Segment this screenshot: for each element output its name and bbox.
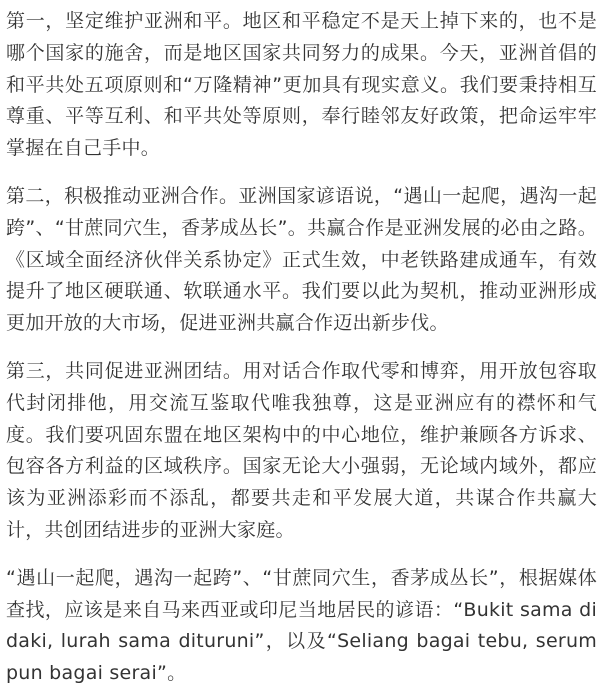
- paragraph-unity: 第三，共同促进亚洲团结。用对话合作取代零和博弈，用开放包容取代封闭排他，用交流互鉴取代唯我独尊，这是亚洲应有的襟怀和气度。我们要巩固东盟在地区架构中的中心地位，维护兼顾各方诉求、包容各方利益的区域秩序。国家无论大小强弱，无论域内域外，都应该为亚洲添彩而不添乱，都要共走和平发展大道，共谋合作共赢大计，共创团结进步的亚洲大家庭。: [6, 359, 597, 541]
- paragraph-proverb-note: “遇山一起爬，遇沟一起跨”、“甘蔗同穴生，香茅成丛长”，根据媒体查找，应该是来自马来西亚或印尼当地居民的谚语：“Bukit sama didaki, lurah sama dituruni”，以及“Seliang bagai tebu, serumpun bagai serai”。: [6, 566, 597, 685]
- paragraph-cooperation: 第二，积极推动亚洲合作。亚洲国家谚语说，“遇山一起爬，遇沟一起跨”、“甘蔗同穴生，香茅成丛长”。共赢合作是亚洲发展的必由之路。《区域全面经济伙伴关系协定》正式生效，中老铁路建成通车，有效提升了地区硬联通、软联通水平。我们要以此为契机，推动亚洲形成更加开放的大市场，促进亚洲共赢合作迈出新步伐。: [6, 184, 597, 335]
- paragraph-peace: 第一，坚定维护亚洲和平。地区和平稳定不是天上掉下来的，也不是哪个国家的施舍，而是地区国家共同努力的成果。今天，亚洲首倡的和平共处五项原则和“万隆精神”更加具有现实意义。我们要秉持相互尊重、平等互利、和平共处等原则，奉行睦邻友好政策，把命运牢牢掌握在自己手中。: [6, 10, 597, 160]
